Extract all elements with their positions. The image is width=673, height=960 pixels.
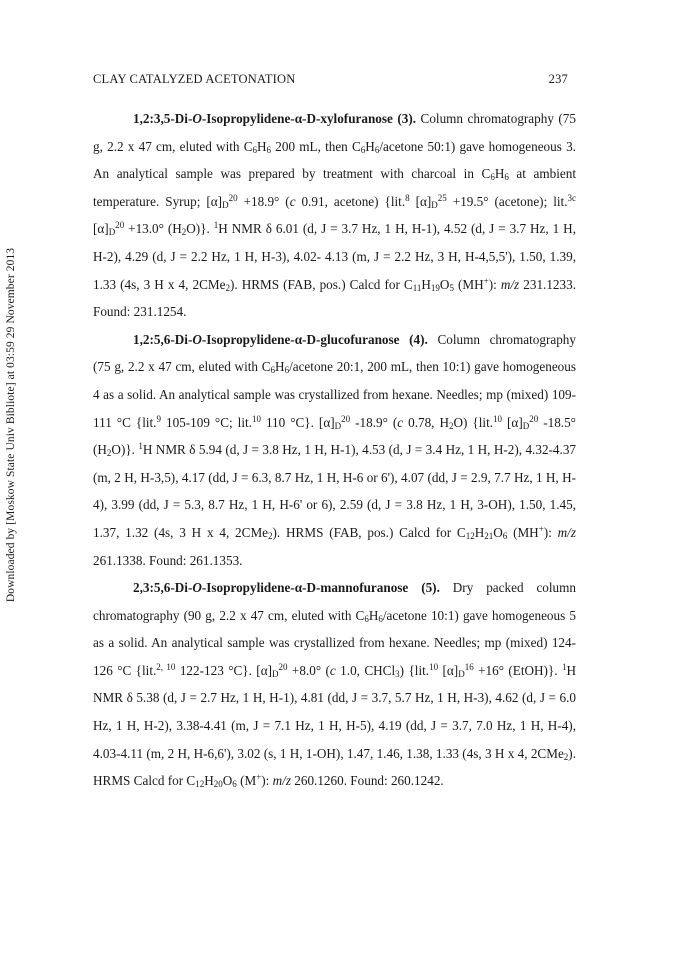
paragraph-compound-5 [93, 574, 576, 795]
compound-title: 1,2:5,6-Di-O-Isopropylidene-α-D-glucofuranose (4). [133, 331, 428, 347]
running-title: CLAY CATALYZED ACETONATION [93, 72, 296, 86]
paragraph-text: Dry packed column chromatography (90 g, 2.2 x 47 cm, eluted with $C_6H_6$/acetone 10:1) gave homogeneous 5 as a solid. An analytical sample was crystallized from hexane. Needles; mp (mixed) 124-126 °C {lit.$^{2, 10}$ 122-123 °C}. $[\alpha]_D^{20} +8.0^\circ$ (c 1.0, CHCl$_3$) {lit.$^{10}$ $[\alpha]_D^{16} +16^\circ$ (EtOH)}. $^1$H NMR δ 5.38 (d, J = 2.7 Hz, 1 H, H-1), 4.81 (dd, J = 3.7, 5.7 Hz, 1 H, H-3), 4.62 (d, J = 6.0 Hz, 1 H, H-2), 3.38-4.41 (m, J = 7.1 Hz, 1 H, H-5), 4.19 (dd, J = 3.7, 7.0 Hz, 1 H, H-4), 4.03-4.11 (m, 2 H, H-6,6'), 3.02 (s, 1 H, 1-OH), 1.47, 1.46, 1.38, 1.33 (4s, 3 H x 4, 2CMe$_2$). HRMS Calcd for $C_{12}H_{20}O_6$ (M+): m/z 260.1260. Found: 260.1242. [93, 580, 577, 790]
download-watermark [3, 215, 19, 635]
paragraph-text: Column chromatography (75 g, 2.2 x 47 cm, eluted with $C_6H_6$/acetone 20:1, 200 mL, then 10:1) gave homogeneous 4 as a solid. An analytical sample was crystallized from hexane. Needles; mp (mixed) 109-111 °C {lit.$^9$ 105-109 °C; lit.$^{10}$ 110 °C}. $[\alpha]_D^{20}$ -18.9° (c 0.78, $H_2O$) {lit.$^{10}$ $[\alpha]_D^{20}$ -18.5° $(H_2O)$}. $^1$H NMR δ 5.94 (d, J = 3.8 Hz, 1 H, H-1), 4.53 (d, J = 3.4 Hz, 1 H, H-2), 4.32-4.37 (m, 2 H, H-3,5), 4.17 (dd, J = 6.3, 8.7 Hz, 1 H, H-6 or 6'), 4.07 (dd, J = 2.9, 7.7 Hz, 1 H, H-4), 3.99 (dd, J = 5.3, 8.7 Hz, 1 H, H-6' or 6), 2.59 (d, J = 3.8 Hz, 1 H, 3-OH), 1.50, 1.45, 1.37, 1.32 (4s, 3 H x 4, 2CMe$_2$). HRMS (FAB, pos.) Calcd for $C_{12}H_{21}O_6$ (MH+): m/z 261.1338. Found: 261.1353. [93, 331, 577, 568]
paragraph-compound-3 [93, 105, 576, 326]
running-header [93, 72, 568, 87]
compound-title: 1,2:3,5-Di-O-Isopropylidene-α-D-xylofuranose (3). [133, 111, 417, 126]
paragraph-compound-4 [93, 326, 576, 574]
body-text [93, 105, 576, 795]
download-note: Downloaded by [Moskow State Univ Bibliote] at 03:59 29 November 2013 [5, 247, 17, 603]
compound-title: 2,3:5,6-Di-O-Isopropylidene-α-D-mannofuranose (5). [133, 580, 440, 596]
paragraph-text: Column chromatography (75 g, 2.2 x 47 cm, eluted with $C_6H_6$ 200 mL, then $C_6H_6$/acetone 50:1) gave homogeneous 3. An analytical sample was prepared by treatment with charcoal in $C_6H_6$ at ambient temperature. Syrup; $[\alpha]_D^{20} +18.9^\circ$ (c 0.91, acetone) {lit.$^8$ $[\alpha]_D^{25} +19.5^\circ$ (acetone); lit.$^{3c}$ $[\alpha]_D^{20} +13.0^\circ$ $(H_2O)$}. $^1$H NMR δ 6.01 (d, J = 3.7 Hz, 1 H, H-1), 4.52 (d, J = 3.7 Hz, 1 H, H-2), 4.29 (d, J = 2.2 Hz, 1 H, H-3), 4.02- 4.13 (m, J = 2.2 Hz, 3 H, H-4,5,5'), 1.50, 1.39, 1.33 (4s, 3 H x 4, 2CMe$_2$). HRMS (FAB, pos.) Calcd for $C_{11}H_{19}O_5$ (MH+): m/z 231.1233. Found: 231.1254. [93, 111, 577, 320]
page-number: 237 [548, 72, 568, 86]
